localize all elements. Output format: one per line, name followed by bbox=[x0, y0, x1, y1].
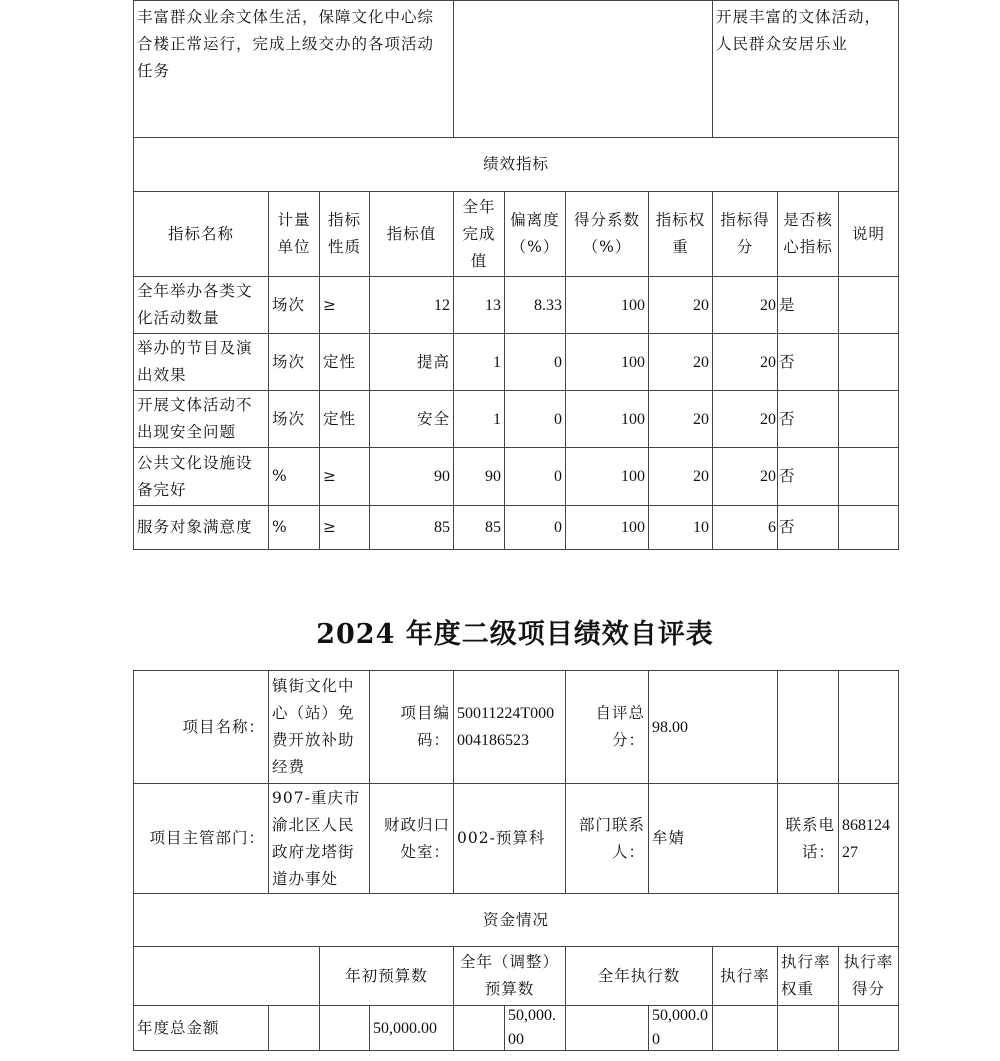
fund-header-initial: 年初预算数 bbox=[319, 946, 454, 1006]
cell-weight: 20 bbox=[648, 447, 713, 506]
cell-score: 20 bbox=[712, 333, 778, 391]
cell-deviation: 0 bbox=[504, 447, 566, 506]
fund-header-adjusted: 全年（调整）预算数 bbox=[453, 946, 566, 1006]
phone-label: 联系电话： bbox=[777, 783, 839, 894]
cell-note bbox=[838, 505, 899, 550]
cell-note bbox=[838, 333, 899, 391]
cell-name: 开展文体活动不出现安全问题 bbox=[133, 390, 269, 448]
header-weight: 指标权重 bbox=[648, 191, 713, 277]
cell-core: 否 bbox=[777, 505, 839, 550]
cell-actual: 90 bbox=[453, 447, 505, 506]
cell-nature: ≥ bbox=[319, 505, 370, 550]
cell-actual: 13 bbox=[453, 276, 505, 334]
cell-weight: 20 bbox=[648, 276, 713, 334]
header-note: 说明 bbox=[838, 191, 899, 277]
empty-cell bbox=[133, 946, 320, 1006]
fund-header-rate-score: 执行率得分 bbox=[838, 946, 899, 1006]
cell-nature: ≥ bbox=[319, 447, 370, 506]
cell-core: 否 bbox=[777, 390, 839, 448]
cell-core: 是 bbox=[777, 276, 839, 334]
cell-score: 6 bbox=[712, 505, 778, 550]
total-adjusted: 50,000.00 bbox=[504, 1005, 566, 1051]
cell-score: 20 bbox=[712, 390, 778, 448]
goal-text: 丰富群众业余文体生活，保障文化中心综合楼正常运行，完成上级交办的各项活动任务 bbox=[133, 0, 454, 138]
empty-cell bbox=[453, 1005, 505, 1051]
cell-weight: 10 bbox=[648, 505, 713, 550]
empty-cell bbox=[712, 1005, 778, 1051]
cell-unit: 场次 bbox=[268, 276, 320, 334]
cell-nature: 定性 bbox=[319, 333, 370, 391]
cell-deviation: 0 bbox=[504, 333, 566, 391]
cell-coef: 100 bbox=[565, 276, 649, 334]
dept-value: 907-重庆市渝北区人民政府龙塔街道办事处 bbox=[268, 783, 370, 894]
cell-core: 否 bbox=[777, 333, 839, 391]
dept-label: 项目主管部门： bbox=[133, 783, 269, 894]
empty-cell bbox=[319, 1005, 370, 1051]
project-code-label: 项目编码： bbox=[369, 670, 454, 784]
project-code: 50011224T000004186523 bbox=[453, 670, 566, 784]
cell-coef: 100 bbox=[565, 333, 649, 391]
cell-target: 85 bbox=[369, 505, 454, 550]
goal-mid bbox=[453, 0, 713, 138]
cell-unit: 场次 bbox=[268, 333, 320, 391]
cell-note bbox=[838, 276, 899, 334]
cell-score: 20 bbox=[712, 447, 778, 506]
empty-cell bbox=[777, 1005, 839, 1051]
header-name: 指标名称 bbox=[133, 191, 269, 277]
cell-name: 公共文化设施设备完好 bbox=[133, 447, 269, 506]
cell-target: 安全 bbox=[369, 390, 454, 448]
empty-cell bbox=[838, 1005, 899, 1051]
header-deviation: 偏离度（%） bbox=[504, 191, 566, 277]
empty-cell bbox=[777, 670, 839, 784]
cell-deviation: 0 bbox=[504, 390, 566, 448]
header-nature: 指标性质 bbox=[319, 191, 370, 277]
cell-coef: 100 bbox=[565, 390, 649, 448]
fund-header-rate: 执行率 bbox=[712, 946, 778, 1006]
project-name-label: 项目名称： bbox=[133, 670, 269, 784]
cell-target: 提高 bbox=[369, 333, 454, 391]
empty-cell bbox=[268, 1005, 320, 1051]
fund-header-rate-weight: 执行率权重 bbox=[777, 946, 839, 1006]
cell-coef: 100 bbox=[565, 447, 649, 506]
goal-right: 开展丰富的文体活动，人民群众安居乐业 bbox=[712, 0, 899, 138]
cell-unit: 场次 bbox=[268, 390, 320, 448]
cell-weight: 20 bbox=[648, 390, 713, 448]
cell-nature: ≥ bbox=[319, 276, 370, 334]
finance-label: 财政归口处室： bbox=[369, 783, 454, 894]
cell-note bbox=[838, 390, 899, 448]
cell-core: 否 bbox=[777, 447, 839, 506]
contact-label: 部门联系人： bbox=[565, 783, 649, 894]
cell-actual: 1 bbox=[453, 390, 505, 448]
cell-actual: 1 bbox=[453, 333, 505, 391]
cell-nature: 定性 bbox=[319, 390, 370, 448]
section-title-funding: 资金情况 bbox=[133, 893, 899, 947]
cell-coef: 100 bbox=[565, 505, 649, 550]
cell-target: 12 bbox=[369, 276, 454, 334]
cell-name: 全年举办各类文化活动数量 bbox=[133, 276, 269, 334]
project-name: 镇街文化中心（站）免费开放补助经费 bbox=[268, 670, 370, 784]
page-title: 2024 年度二级项目绩效自评表 bbox=[316, 619, 714, 650]
finance-value: 002-预算科 bbox=[453, 783, 566, 894]
cell-deviation: 0 bbox=[504, 505, 566, 550]
empty-cell bbox=[565, 1005, 649, 1051]
total-executed: 50,000.00 bbox=[648, 1005, 713, 1051]
cell-deviation: 8.33 bbox=[504, 276, 566, 334]
cell-weight: 20 bbox=[648, 333, 713, 391]
header-coef: 得分系数（%） bbox=[565, 191, 649, 277]
cell-name: 举办的节目及演出效果 bbox=[133, 333, 269, 391]
score-value: 98.00 bbox=[648, 670, 778, 784]
cell-unit: % bbox=[268, 447, 320, 506]
total-initial: 50,000.00 bbox=[369, 1005, 454, 1051]
section-title-performance: 绩效指标 bbox=[133, 137, 899, 192]
cell-note bbox=[838, 447, 899, 506]
empty-cell bbox=[838, 670, 899, 784]
cell-score: 20 bbox=[712, 276, 778, 334]
contact-value: 牟婧 bbox=[648, 783, 778, 894]
phone-value: 86812427 bbox=[838, 783, 899, 894]
total-label: 年度总金额 bbox=[133, 1005, 269, 1051]
header-score: 指标得分 bbox=[712, 191, 778, 277]
header-actual: 全年完成值 bbox=[453, 191, 505, 277]
header-target: 指标值 bbox=[369, 191, 454, 277]
cell-unit: % bbox=[268, 505, 320, 550]
cell-actual: 85 bbox=[453, 505, 505, 550]
header-unit: 计量单位 bbox=[268, 191, 320, 277]
fund-header-executed: 全年执行数 bbox=[565, 946, 713, 1006]
cell-name: 服务对象满意度 bbox=[133, 505, 269, 550]
score-label: 自评总分： bbox=[565, 670, 649, 784]
header-core: 是否核心指标 bbox=[777, 191, 839, 277]
cell-target: 90 bbox=[369, 447, 454, 506]
